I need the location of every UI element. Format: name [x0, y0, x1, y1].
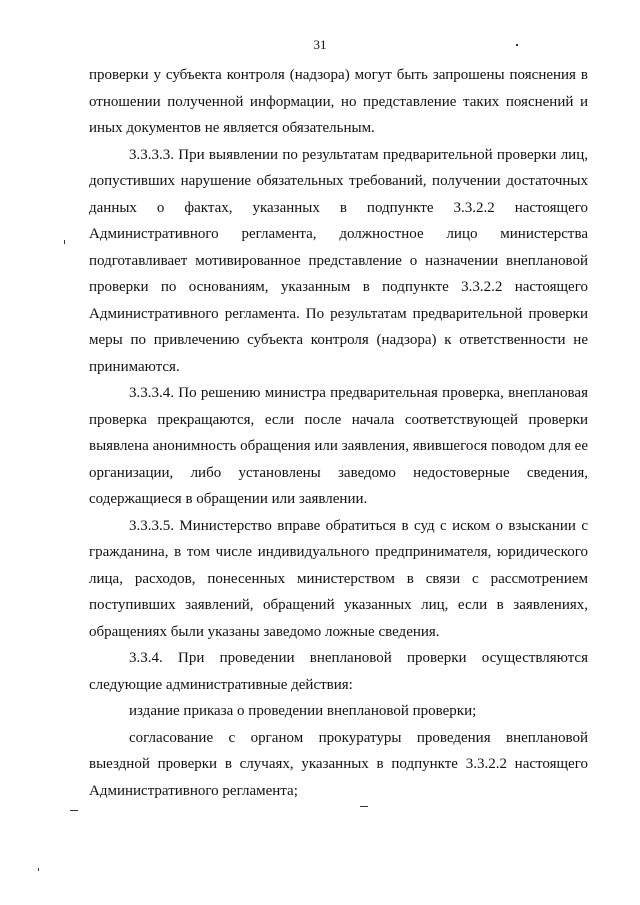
- paragraph-3-3-4: 3.3.4. При проведении внеплановой проверки осуществляются следующие административные действия:: [89, 650, 588, 693]
- paragraph-3-3-3-4: 3.3.3.4. По решению министра предварительная проверка, внеплановая проверка прекращаются, если после начала соответствующей проверки выявлена анонимность обращения или заявления, явившегося поводом для ее организации, либо установлены заведомо недостоверные сведения, содержащиеся в обращении или заявлении.: [89, 385, 588, 507]
- scan-mark-bottom-edge: [38, 868, 39, 871]
- page-number: 31: [313, 37, 327, 52]
- paragraph-3-3-3-5: 3.3.3.5. Министерство вправе обратиться в суд с иском о взыскании с гражданина, в том числе индивидуального предпринимателя, юридического лица, расходов, понесенных министерством в связи с рассмотрением поступивших заявлений, обращений указанных лиц, если в заявлениях, обращениях были указаны заведомо ложные сведения.: [89, 517, 588, 640]
- scan-mark-top-right: [516, 44, 518, 46]
- paragraph-3-3-3-3: 3.3.3.3. При выявлении по результатам предварительной проверки лиц, допустивших нарушение обязательных требований, получении достаточных данных о фактах, указанных в подпункте 3.3.2.2 настоящего Административного регламента, должностное лицо министерства подготавливает мотивированное представление о назначении внеплановой проверки по основаниям, указанным в подпункте 3.3.2.2 настоящего Административного регламента. По результатам предварительной проверки меры по привлечению субъекта контроля (надзора) к ответственности не принимаются.: [89, 146, 588, 375]
- scan-mark-bottom-center: [360, 806, 368, 807]
- document-body: [89, 62, 588, 804]
- list-item-prosecutor-approval: согласование с органом прокуратуры проведения внеплановой выездной проверки в случаях, указанных в подпункте 3.3.2.2 настоящего Административного регламента;: [89, 729, 588, 799]
- scan-mark-bottom-left: [70, 810, 78, 811]
- paragraph-continuation: проверки у субъекта контроля (надзора) могут быть запрошены пояснения в отношении полученной информации, но представление таких пояснений и иных документов не является обязательным.: [89, 67, 588, 136]
- scan-mark-left-margin: [64, 240, 65, 244]
- list-item-order-issuance: издание приказа о проведении внеплановой проверки;: [129, 703, 477, 719]
